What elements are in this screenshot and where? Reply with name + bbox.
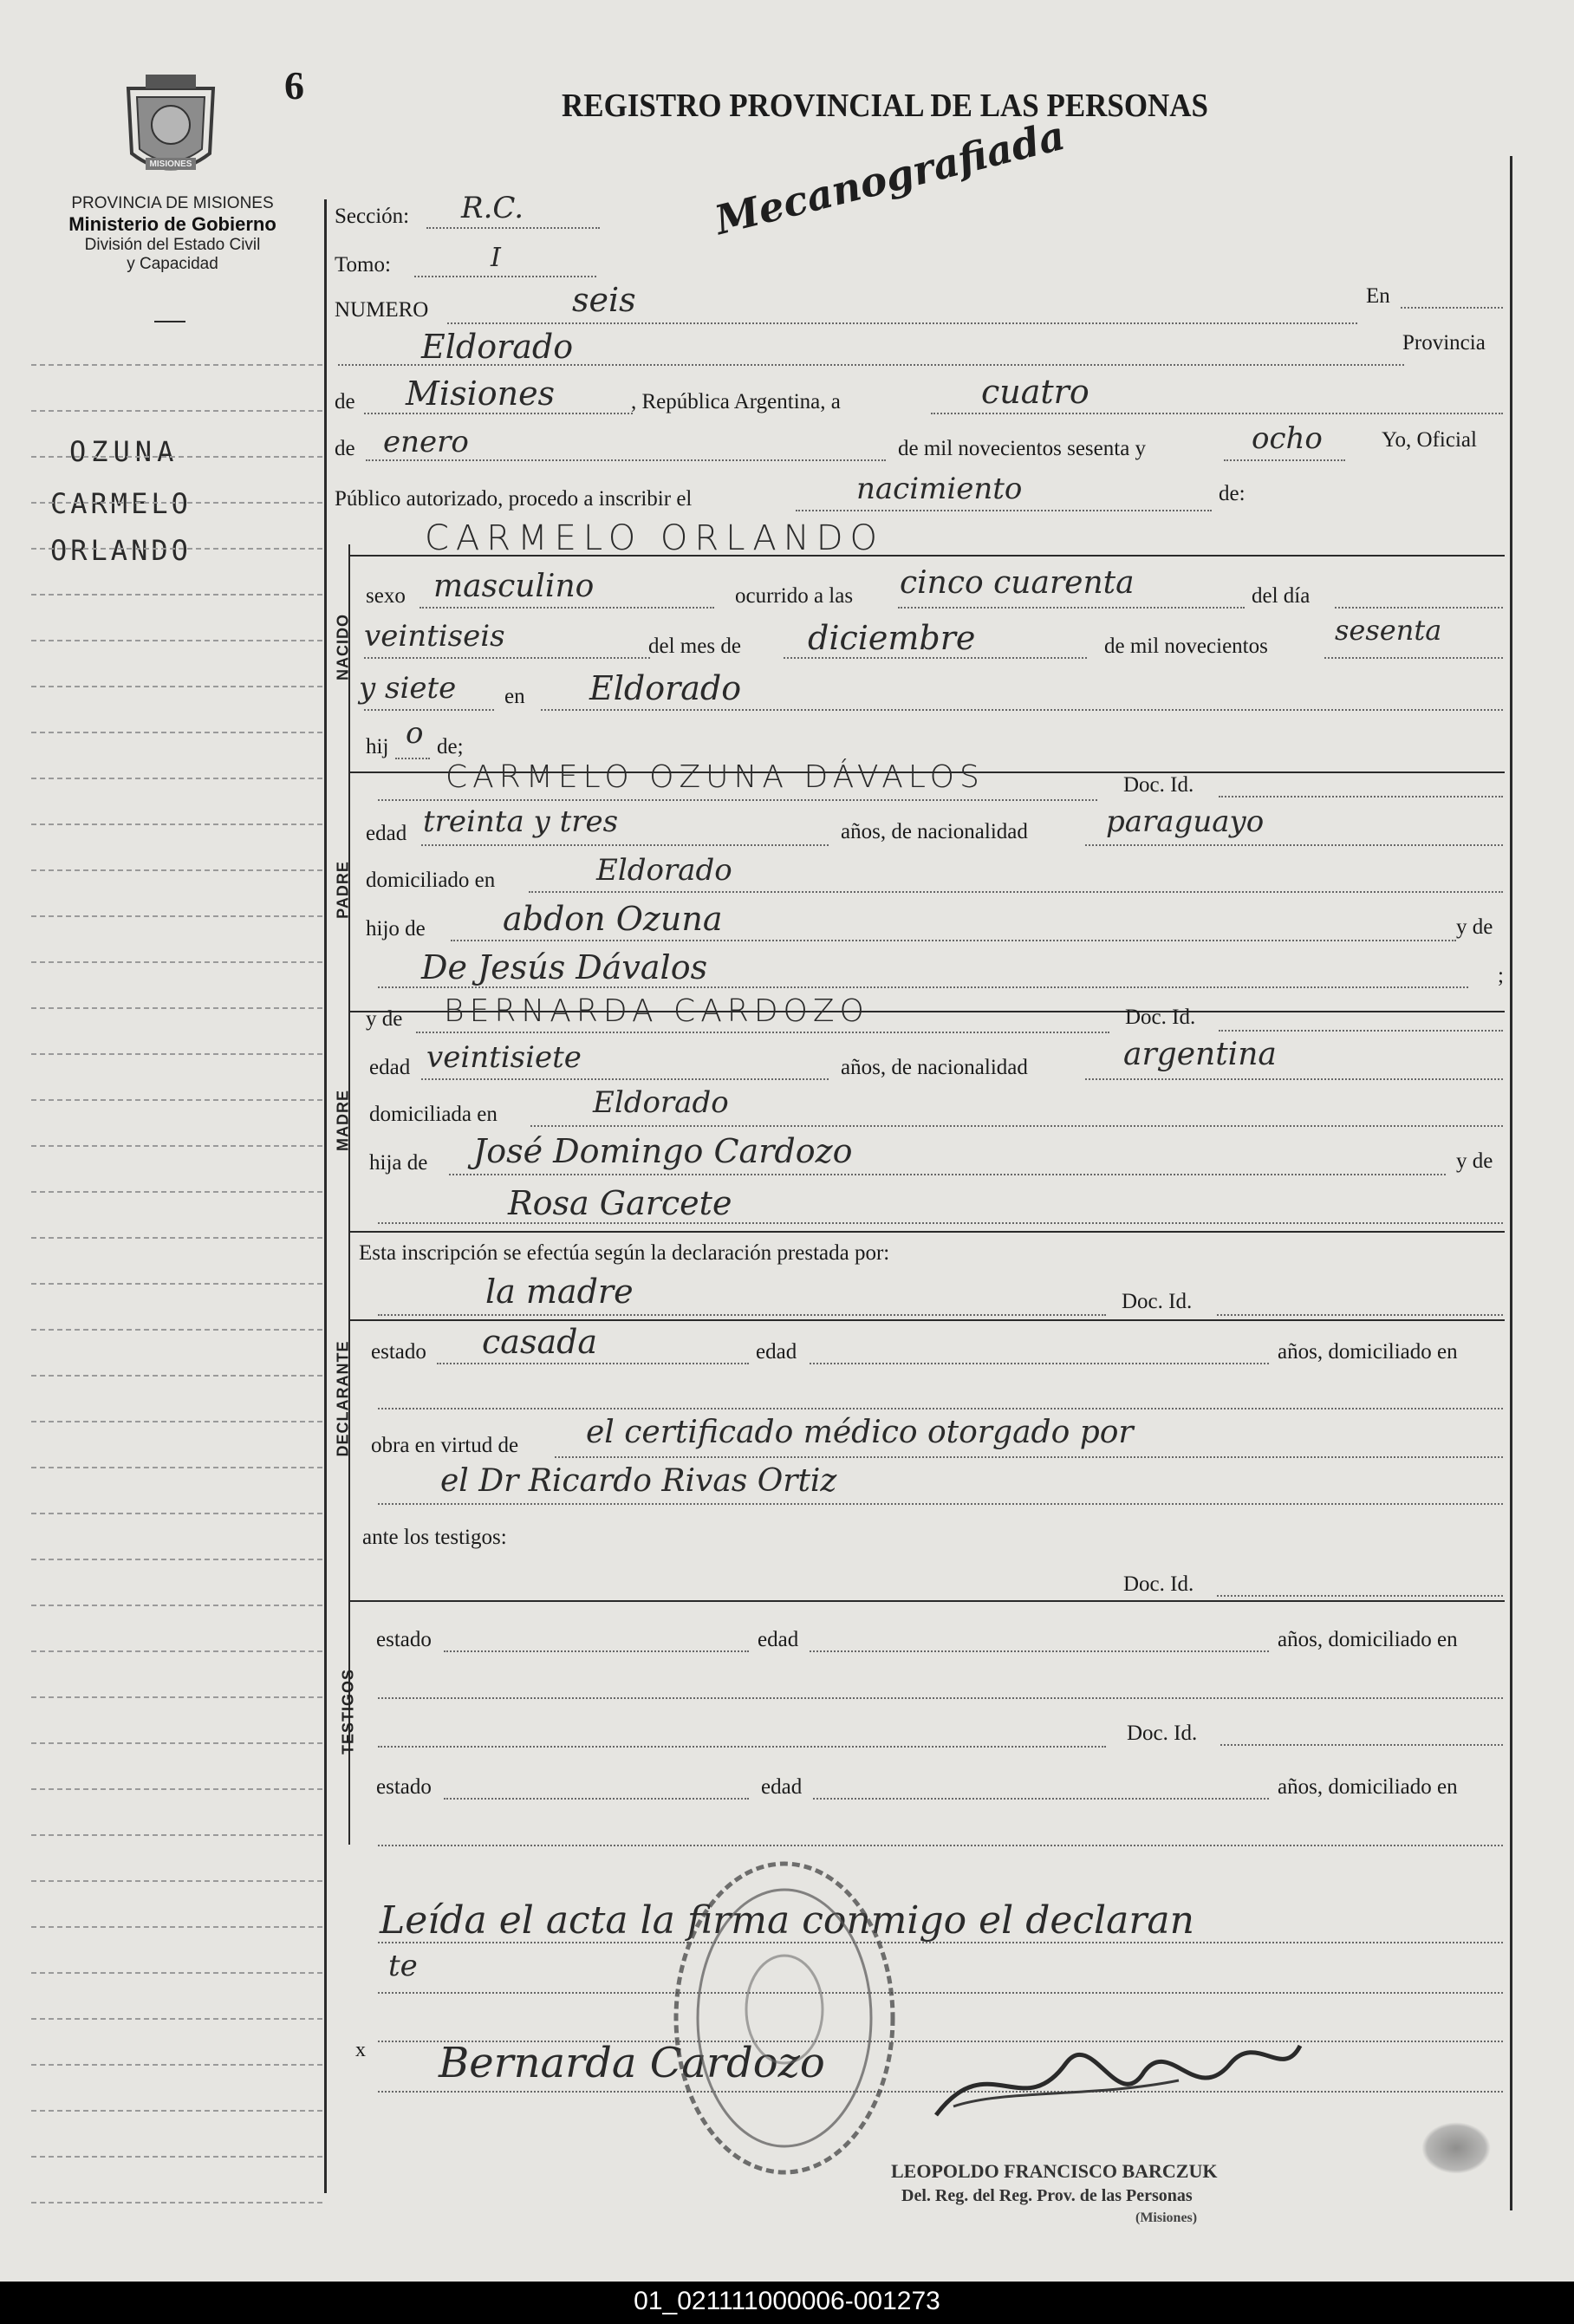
label-inscripcion: Esta inscripción se efectúa según la declaración prestada por: <box>359 1241 890 1265</box>
label-testigo2-anos: años, domiciliado en <box>1278 1775 1458 1799</box>
dia-line <box>364 657 650 659</box>
padre-doc-line <box>1219 796 1503 797</box>
label-tomo: Tomo: <box>335 253 391 277</box>
label-de-prov: de <box>335 390 355 413</box>
sidebar-ruled-line <box>31 1467 322 1468</box>
sidebar-ruled-line <box>31 1513 322 1514</box>
sidebar-ruled-line <box>31 1605 322 1606</box>
value-padre-yde: De Jesús Dávalos <box>421 948 708 986</box>
tomo-line <box>414 276 596 277</box>
sidebar-ruled-line <box>31 502 322 504</box>
value-provincia: Misiones <box>406 374 556 413</box>
label-seccion: Sección: <box>335 205 410 228</box>
declarante-top-line <box>350 1319 1505 1321</box>
testigo2-doc-line <box>1220 1744 1503 1746</box>
value-madre-dom: Eldorado <box>593 1085 729 1120</box>
label-padre: PADRE <box>334 861 352 919</box>
value-ano-inscr: ocho <box>1252 421 1323 456</box>
label-yo-oficial: Yo, Oficial <box>1382 428 1477 452</box>
value-madre-edad: veintisiete <box>426 1040 582 1075</box>
padre-hijo-line <box>451 940 1456 941</box>
sidebar-ruled-line <box>31 1007 322 1009</box>
sidebar-ruled-line <box>31 778 322 779</box>
sidebar-firstname: CARMELO <box>50 487 192 520</box>
label-hij: hij <box>366 735 389 758</box>
sidebar-ruled-line <box>31 364 322 366</box>
sidebar-ruled-line <box>31 1421 322 1422</box>
padre-dom-line <box>529 891 1503 893</box>
label-madre-nac: años, de nacionalidad <box>841 1056 1028 1079</box>
sidebar-ruled-line <box>31 2064 322 2066</box>
label-padre-yde: y de <box>1456 915 1493 939</box>
padre-edad-line <box>421 844 829 846</box>
sidebar-ruled-line <box>31 1191 322 1193</box>
signature-declarante: Bernarda Cardozo <box>439 2039 825 2087</box>
sidebar-ruled-line <box>31 686 322 687</box>
madre-nac-line <box>1085 1078 1503 1080</box>
sidebar-ruled-line <box>31 1880 322 1882</box>
label-mil-nov: de mil novecientos <box>1104 635 1268 658</box>
sidebar-ruled-line <box>31 1696 322 1698</box>
label-en: En <box>1366 284 1390 308</box>
agency-line-2: Ministerio de Gobierno <box>68 213 276 235</box>
ano-inscr-line <box>1224 459 1345 461</box>
seccion-line <box>426 227 600 229</box>
sidebar-ruled-line <box>31 1742 322 1744</box>
madre-yde-line <box>378 1222 1503 1224</box>
sidebar-ruled-line <box>31 1559 322 1560</box>
sidebar-ruled-line <box>31 961 322 963</box>
value-acto: nacimiento <box>856 472 1023 506</box>
official-title: Del. Reg. del Reg. Prov. de las Personas <box>901 2186 1193 2205</box>
sidebar-ruled-line <box>31 823 322 825</box>
smudge <box>1421 2122 1491 2174</box>
sidebar-ruled-line <box>31 2110 322 2112</box>
value-ano2: y siete <box>359 671 457 706</box>
label-provincia: Provincia <box>1402 331 1486 355</box>
value-sexo: masculino <box>433 569 595 604</box>
sidebar-ruled-line <box>31 594 322 596</box>
sidebar-ruled-line <box>31 1099 322 1101</box>
sidebar-ruled-line <box>31 1834 322 1836</box>
madre-hija-line <box>449 1174 1446 1175</box>
sidebar-ruled-line <box>31 640 322 641</box>
label-de-colon: de: <box>1219 482 1246 505</box>
sexo-line <box>420 607 714 609</box>
value-obra-1: el certificado médico otorgado por <box>586 1415 1134 1450</box>
label-padre-edad: edad <box>366 822 407 845</box>
value-padre-nombre: CARMELO OZUNA DÁVALOS <box>446 759 985 795</box>
value-hora: cinco cuarenta <box>900 565 1135 601</box>
image-id-caption: 01_021111000006-001273 <box>634 2287 940 2315</box>
value-madre-yde: Rosa Garcete <box>508 1184 732 1222</box>
seal-text: MISIONES <box>149 159 192 169</box>
value-obra-2: el Dr Ricardo Rivas Ortiz <box>440 1463 837 1499</box>
sidebar-ruled-line <box>31 1650 322 1652</box>
hora-line <box>898 607 1245 609</box>
provincia-line <box>364 413 633 414</box>
label-mil-sesenta: de mil novecientos sesenta y <box>898 437 1147 460</box>
value-dia-inscr: cuatro <box>981 373 1089 411</box>
testigo2-edad-line <box>813 1798 1269 1800</box>
testigo1-doc-line <box>1217 1595 1503 1597</box>
province-seal <box>120 71 222 184</box>
x-mark: x <box>355 2039 366 2061</box>
sidebar-ruled-line <box>31 2202 322 2204</box>
value-declarante-estado: casada <box>482 1323 598 1361</box>
label-madre-yde2: y de <box>1456 1149 1493 1173</box>
madre-dom-line <box>530 1125 1503 1127</box>
sidebar-ruled-line <box>31 1053 322 1055</box>
sidebar-ruled-line <box>31 456 322 458</box>
madre-edad-line <box>421 1078 829 1080</box>
agency-line-1: PROVINCIA DE MISIONES <box>71 194 274 212</box>
label-de-mes: de <box>335 437 355 460</box>
page-number: 6 <box>284 63 304 107</box>
value-hij-suffix: o <box>406 716 424 751</box>
label-declarante: DECLARANTE <box>334 1340 352 1457</box>
value-lugar: Eldorado <box>589 669 742 707</box>
label-publico: Público autorizado, procedo a inscribir el <box>335 487 693 511</box>
label-declarante-estado: estado <box>371 1340 426 1364</box>
sidebar-ruled-line <box>31 548 322 550</box>
label-obra: obra en virtud de <box>371 1434 519 1457</box>
padre-nac-line <box>1085 844 1503 846</box>
acto-line <box>796 510 1212 511</box>
value-mes: diciembre <box>808 619 976 657</box>
sidebar-ruled-line <box>31 869 322 871</box>
label-ante: ante los testigos: <box>362 1526 507 1549</box>
lugar-line <box>541 709 1503 711</box>
label-declarante-edad: edad <box>756 1340 797 1364</box>
label-sexo: sexo <box>366 584 406 608</box>
value-padre-dom: Eldorado <box>596 853 732 888</box>
testigo2-dom-line <box>378 1845 1503 1846</box>
mes-inscr-line <box>366 459 886 461</box>
dia-inscr-line <box>931 413 1503 414</box>
value-leida-1: Leída el acta la firma conmigo el declaran <box>380 1898 1194 1943</box>
label-padre-doc: Doc. Id. <box>1123 773 1194 797</box>
official-place: (Misiones) <box>1135 2210 1198 2225</box>
label-testigo2-doc: Doc. Id. <box>1127 1722 1198 1745</box>
label-testigos: TESTIGOS <box>339 1669 357 1755</box>
hij-line <box>395 758 430 759</box>
annotation-mecanografiada: Mecanografiada <box>710 111 1070 244</box>
sidebar-ruled-line <box>31 1375 322 1377</box>
del-dia-line <box>1335 607 1503 609</box>
value-madre-nac: argentina <box>1123 1037 1277 1072</box>
label-testigo2-edad: edad <box>761 1775 803 1799</box>
label-declarante-doc: Doc. Id. <box>1122 1290 1193 1313</box>
label-testigo1-estado: estado <box>376 1628 432 1651</box>
agency-block <box>17 194 328 274</box>
label-testigo1-edad: edad <box>758 1628 799 1651</box>
ano1-line <box>1324 657 1503 659</box>
value-nombre: CARMELO ORLANDO <box>425 518 884 558</box>
value-leida-2: te <box>388 1949 418 1983</box>
sidebar-ruled-line <box>31 1788 322 1790</box>
sidebar-ruled-line <box>31 1145 322 1147</box>
padre-yde-line <box>378 986 1468 988</box>
sidebar-ruled-line <box>31 410 322 412</box>
sidebar-middlename: ORLANDO <box>50 534 192 567</box>
sidebar-ruled-line <box>31 1283 322 1285</box>
testigos-top-line <box>350 1600 1505 1602</box>
sidebar-ruled-line <box>31 1329 322 1331</box>
nacido-top-line <box>350 555 1505 557</box>
value-padre-nac: paraguayo <box>1106 804 1265 839</box>
document-title: REGISTRO PROVINCIAL DE LAS PERSONAS <box>562 88 1208 124</box>
mes-line <box>784 657 1087 659</box>
madre-doc-line <box>1219 1030 1503 1032</box>
value-padre-edad: treinta y tres <box>423 804 619 839</box>
value-padre-hijo: abdon Ozuna <box>503 900 723 938</box>
sidebar-ruled-line <box>31 732 322 733</box>
label-ocurrido: ocurrido a las <box>735 584 854 608</box>
value-ano1: sesenta <box>1335 614 1442 647</box>
label-madre-yde: y de <box>366 1007 403 1031</box>
numero-line <box>447 322 1357 324</box>
en-line <box>1401 307 1503 309</box>
label-padre-nac: años, de nacionalidad <box>841 820 1028 843</box>
agency-line-3: División del Estado Civil <box>84 236 261 254</box>
sidebar-ruled-line <box>31 915 322 917</box>
label-madre: MADRE <box>334 1090 352 1151</box>
value-declarante: la madre <box>485 1273 634 1311</box>
label-testigo1-anos: años, domiciliado en <box>1278 1628 1458 1651</box>
agency-divider <box>154 321 185 322</box>
left-frame-line <box>324 199 327 2193</box>
agency-line-4: y Capacidad <box>127 255 218 273</box>
value-mes-inscr: enero <box>383 425 469 459</box>
madre-nombre-line <box>416 1032 1109 1033</box>
padre-nombre-line <box>378 799 1097 801</box>
sidebar-ruled-line <box>31 1972 322 1974</box>
declarante-estado-line <box>437 1363 749 1364</box>
official-name: LEOPOLDO FRANCISCO BARCZUK <box>891 2160 1218 2182</box>
official-stamp <box>667 1853 901 2183</box>
declarante-doc-line <box>1217 1314 1503 1316</box>
testigo1-edad-line <box>810 1650 1269 1652</box>
label-madre-dom: domiciliada en <box>369 1103 498 1126</box>
value-dia: veintiseis <box>364 619 505 654</box>
obra-line-1 <box>555 1456 1503 1458</box>
sidebar-ruled-line <box>31 1926 322 1928</box>
label-nacido: NACIDO <box>334 614 352 680</box>
obra-line-2 <box>378 1503 1503 1505</box>
sidebar-ruled-line <box>31 1237 322 1239</box>
testigo1-dom-line <box>378 1697 1503 1699</box>
value-madre-nombre: BERNARDA CARDOZO <box>444 993 869 1029</box>
label-padre-hijo: hijo de <box>366 917 426 941</box>
section-frame-line <box>348 544 350 1845</box>
label-semicolon: ; <box>1498 964 1504 987</box>
sidebar-ruled-line <box>31 2156 322 2158</box>
value-numero: seis <box>572 281 636 319</box>
declarante-edad-line <box>810 1363 1269 1364</box>
testigo2-line <box>378 1746 1106 1748</box>
label-en-lugar: en <box>504 685 525 708</box>
label-de-semi: de; <box>437 735 464 758</box>
label-madre-hija: hija de <box>369 1151 428 1175</box>
sidebar-ruled-line <box>31 2018 322 2020</box>
value-madre-hija: José Domingo Cardozo <box>473 1132 853 1170</box>
label-padre-dom: domiciliado en <box>366 869 496 892</box>
label-madre-edad: edad <box>369 1056 411 1079</box>
label-numero: NUMERO <box>335 298 429 322</box>
right-frame-line <box>1510 156 1512 2210</box>
declarante-line <box>378 1314 1106 1316</box>
label-declarante-anos: años, domiciliado en <box>1278 1340 1458 1364</box>
value-ciudad: Eldorado <box>421 328 574 366</box>
ano2-line <box>364 709 494 711</box>
testigo2-estado-line <box>444 1798 749 1800</box>
declarante-dom-line <box>378 1408 1503 1409</box>
label-testigo1-doc: Doc. Id. <box>1123 1572 1194 1596</box>
label-madre-doc: Doc. Id. <box>1125 1006 1196 1029</box>
value-tomo: I <box>491 243 501 273</box>
label-republica: , República Argentina, a <box>631 390 841 413</box>
label-del-dia: del día <box>1252 584 1311 608</box>
testigo1-estado-line <box>444 1650 749 1652</box>
label-testigo2-estado: estado <box>376 1775 432 1799</box>
label-del-mes: del mes de <box>648 635 741 658</box>
value-seccion: R.C. <box>461 191 524 225</box>
closing-line-2 <box>378 1992 1503 1994</box>
inscripcion-top-line <box>350 1231 1505 1233</box>
official-signature <box>919 2028 1317 2132</box>
sidebar-surname: OZUNA <box>69 435 179 468</box>
